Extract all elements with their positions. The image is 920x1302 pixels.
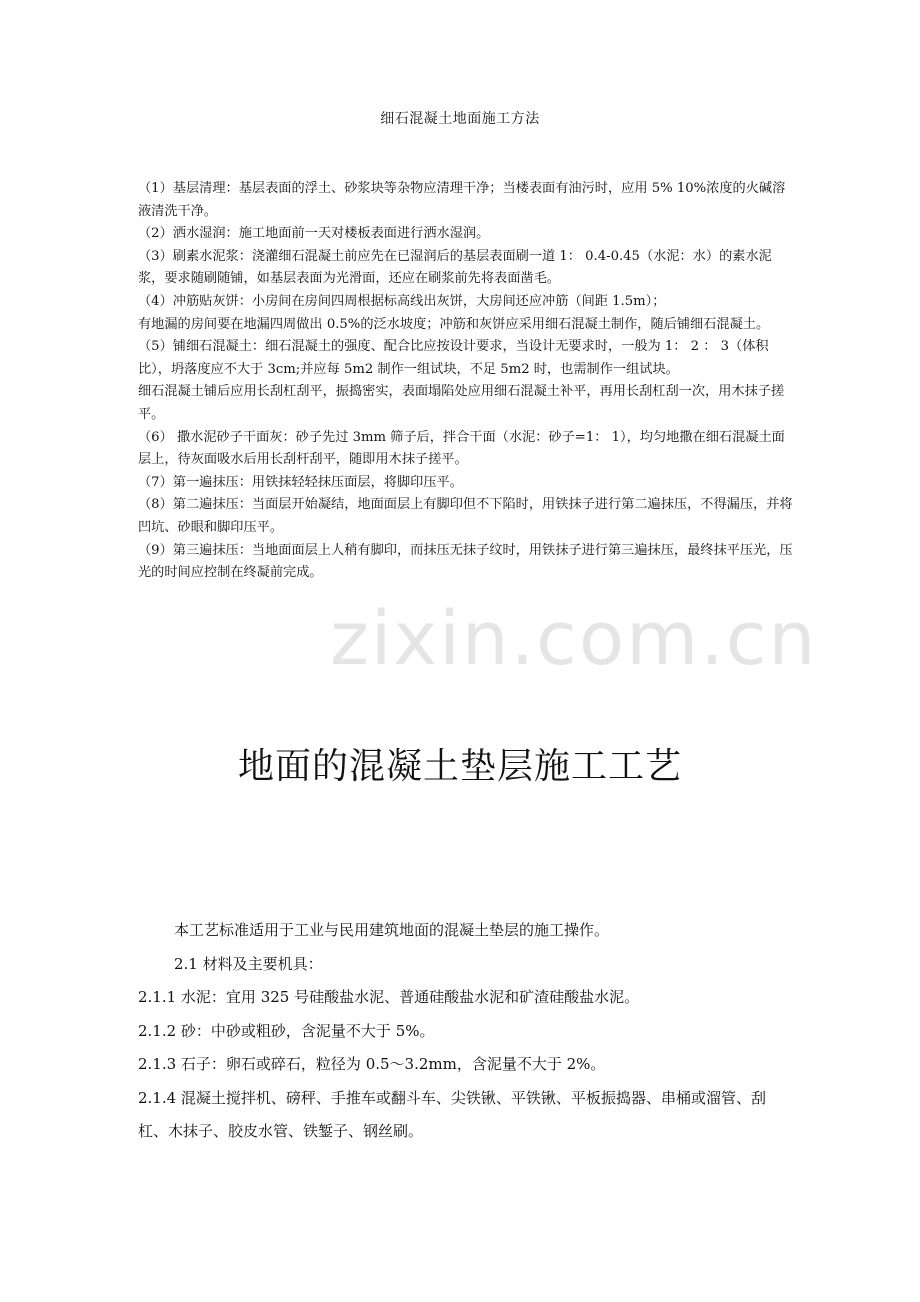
step-paragraph: （4）冲筋贴灰饼：小房间在房间四周根据标高线出灰饼，大房间还应冲筋（间距 1.5m）；: [138, 293, 666, 309]
step-paragraph: 细石混凝土铺后应用长刮杠刮平，振捣密实，表面塌陷处应用细石混凝土补平，再用长刮杠刮一次，用木抹子搓平。: [138, 384, 785, 422]
step-paragraph: （5）铺细石混凝土：细石混凝土的强度、配合比应按设计要求，当设计无要求时，一般为 1： 2 ： 3（体积比），坍落度应不大于 3cm;并应每 5m2 制作一组试块，不足 5m2 时，也需制作一组试块。: [138, 339, 769, 377]
process-standard-section: [138, 914, 794, 1149]
step-paragraph: （2）洒水湿润：施工地面前一天对楼板表面进行洒水湿润。: [138, 226, 490, 242]
watermark: zixin.com.cn: [330, 596, 818, 682]
step-paragraph: （7）第一遍抹压：用铁抹轻轻抹压面层，将脚印压平。: [138, 474, 463, 490]
step-paragraph: （9）第三遍抹压：当地面面层上人稍有脚印，而抹压无抹子纹时，用铁抹子进行第三遍抹压，最终抹平压光，压光的时间应控制在终凝前完成。: [138, 542, 793, 581]
step-paragraph: （8）第二遍抹压：当面层开始凝结，地面面层上有脚印但不下陷时，用铁抹子进行第二遍抹压，不得漏压，并将凹坑、砂眼和脚印压平。: [138, 497, 793, 535]
materials-item: 2.1.3 石子：卵石或碎石，粒径为 0.5～3.2mm，含泥量不大于 2%。: [138, 1055, 606, 1073]
construction-steps-section: [138, 178, 794, 585]
materials-item: 2.1.1 水泥：宜用 325 号硅酸盐水泥、普通硅酸盐水泥和矿渣硅酸盐水泥。: [138, 988, 640, 1006]
step-paragraph: （1）基层清理：基层表面的浮土、砂浆块等杂物应清理干净；当楼表面有油污时，应用 5% 10%浓度的火碱溶液清洗干净。: [138, 181, 786, 219]
step-paragraph: （3）刷素水泥浆：浇灌细石混凝土前应先在已湿润后的基层表面刷一道 1： 0.4-0.45（水泥：水）的素水泥浆，要求随刷随铺，如基层表面为光滑面，还应在刷浆前先将表面凿毛。: [138, 248, 772, 287]
step-paragraph: （6） 撒水泥砂子干面灰：砂子先过 3mm 筛子后，拌合干面（水泥：砂子=1： 1），均匀地撒在细石混凝土面层上，待灰面吸水后用长刮杆刮平，随即用木抹子搓平。: [138, 429, 785, 468]
materials-item: 2.1.4 混凝土搅拌机、磅秤、手推车或翻斗车、尖铁锹、平铁锹、平板振捣器、串桶或溜管、刮杠、木抹子、胶皮水管、铁錾子、钢丝刷。: [138, 1088, 766, 1140]
materials-item: 2.1.2 砂：中砂或粗砂，含泥量不大于 5%。: [138, 1021, 435, 1040]
document-title-large: 地面的混凝土垫层施工工艺: [237, 746, 682, 787]
step-paragraph: 有地漏的房间要在地漏四周做出 0.5%的泛水坡度；冲筋和灰饼应采用细石混凝土制作，随后铺细石混凝土。: [138, 316, 770, 332]
intro-paragraph: 本工艺标准适用于工业与民用建筑地面的混凝土垫层的施工操作。: [174, 921, 610, 939]
document-title-small: 细石混凝土地面施工方法: [380, 111, 540, 127]
materials-heading: 2.1 材料及主要机具：: [174, 954, 323, 973]
